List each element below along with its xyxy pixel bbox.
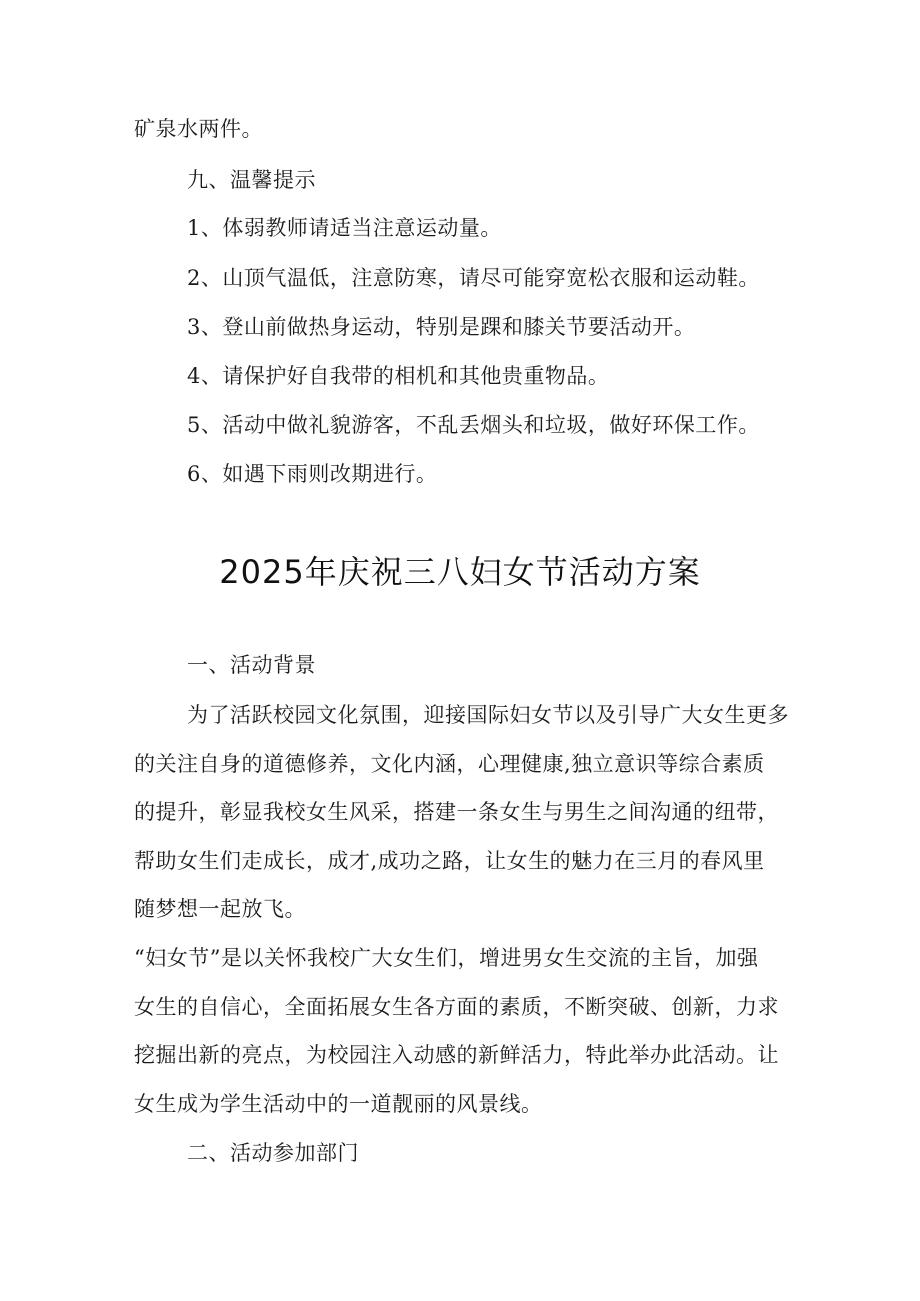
- tip-item: 1、体弱教师请适当注意运动量。: [187, 216, 502, 240]
- paragraph-line: “妇女节”是以关怀我校广大女生们，增进男女生交流的主旨，加强: [134, 946, 759, 970]
- tip-item: 6、如遇下雨则改期进行。: [187, 462, 438, 486]
- paragraph-line: 的提升，彰显我校女生风采，搭建一条女生与男生之间沟通的纽带，: [134, 800, 779, 824]
- tip-item: 3、登山前做热身运动，特别是踝和膝关节要活动开。: [187, 315, 696, 339]
- paragraph-line: 为了活跃校园文化氛围，迎接国际妇女节以及引导广大女生更多: [187, 703, 789, 727]
- paragraph-line: 帮助女生们走成长，成才,成功之路，让女生的魅力在三月的春风里: [134, 849, 765, 873]
- paragraph-line: 女生的自信心，全面拓展女生各方面的素质，不断突破、创新，力求: [134, 995, 779, 1019]
- paragraph-line: 女生成为学生活动中的一道靓丽的风景线。: [134, 1092, 543, 1116]
- section-heading-tips: 九、温馨提示: [187, 168, 316, 192]
- section-heading-background: 一、活动背景: [187, 653, 316, 677]
- paragraph-line: 随梦想一起放飞。: [134, 897, 306, 921]
- continuation-text: 矿泉水两件。: [134, 117, 263, 141]
- tip-item: 4、请保护好自我带的相机和其他贵重物品。: [187, 364, 610, 388]
- tip-item: 5、活动中做礼貌游客，不乱丢烟头和垃圾，做好环保工作。: [187, 413, 760, 437]
- paragraph-line: 挖掘出新的亮点，为校园注入动感的新鲜活力，特此举办此活动。让: [134, 1043, 779, 1067]
- section-heading-departments: 二、活动参加部门: [187, 1141, 359, 1165]
- paragraph-line: 的关注自身的道德修养，文化内涵，心理健康,独立意识等综合素质: [134, 752, 765, 776]
- document-title: 2025年庆祝三八妇女节活动方案: [219, 553, 701, 591]
- tip-item: 2、山顶气温低，注意防寒，请尽可能穿宽松衣服和运动鞋。: [187, 266, 760, 290]
